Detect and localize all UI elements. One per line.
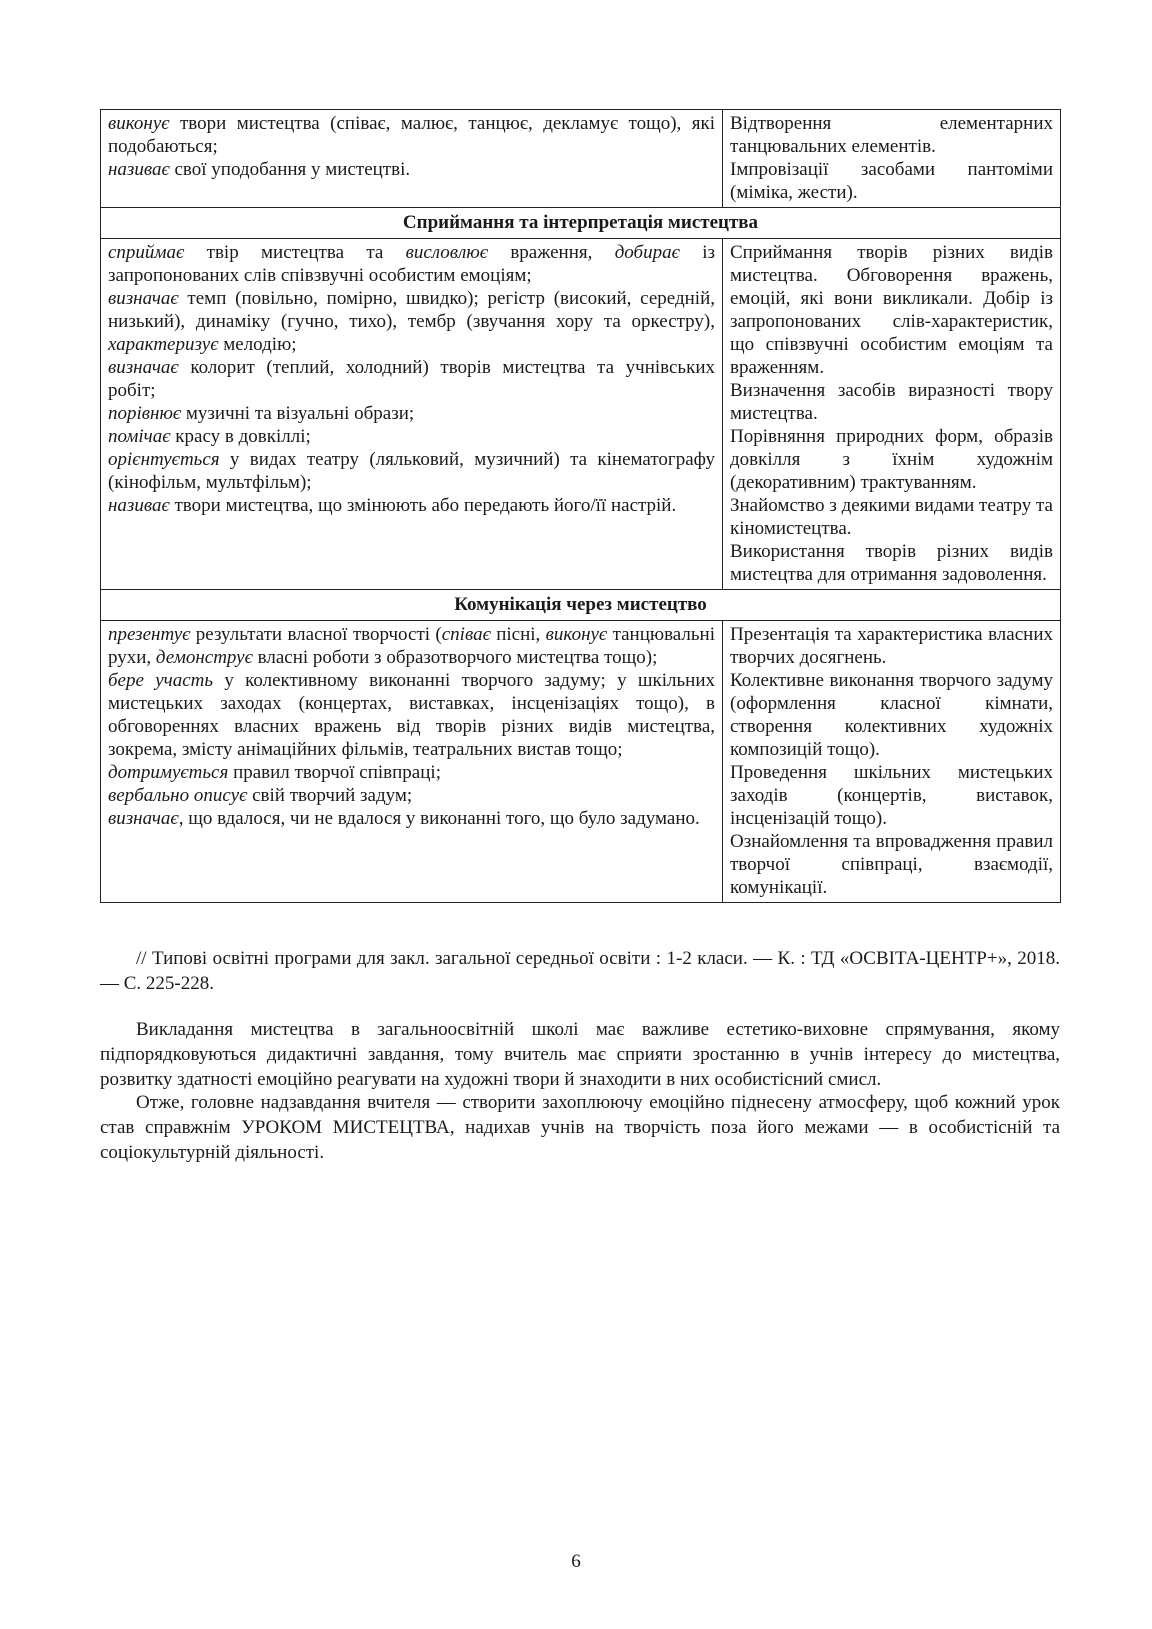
content-entry: Презентація та характеристика власних творчих досягнень.: [730, 624, 1053, 668]
outcome-entry: [108, 669, 715, 761]
outcome-verb: демонструє: [155, 647, 253, 668]
table-row-perception: [101, 239, 1061, 590]
outcome-text: результати власної творчості (: [190, 624, 442, 645]
outcome-text: музичні та візуальні образи;: [181, 403, 415, 424]
curriculum-table: [100, 109, 1061, 903]
outcome-text: свій творчий задум;: [247, 785, 413, 806]
outcome-verb: називає: [108, 159, 170, 180]
body-paragraph: Отже, головне надзавдання вчителя — створити захоплюючу емоційно піднесену атмосферу, щоб кожний урок став справжнім УРОКОМ МИСТЕЦТВА, надихав учнів на творчість поза його межами — в особистісній та соціокультурній діяльності.: [100, 1092, 1060, 1163]
outcome-entry: [108, 494, 715, 517]
outcome-verb: називає: [108, 495, 170, 516]
outcome-text: мелодію;: [218, 334, 297, 355]
outcome-text: пісні,: [490, 624, 546, 645]
content-entry: Імпровізації засобами пантоміми (міміка, жести).: [730, 159, 1053, 203]
outcome-text: із запропонованих слів співзвучні особистим емоціям;: [108, 242, 715, 286]
outcome-entry: [108, 241, 715, 287]
outcome-verb: орієнтується: [108, 449, 220, 470]
source-citation: // Типові освітні програми для закл. загальної середньої освіти : 1-2 класи. — К. : ТД «ОСВІТА-ЦЕНТР+», 2018. — С. 225-228.: [100, 948, 1060, 994]
outcome-verb: співає: [441, 624, 491, 645]
outcome-entry: [108, 623, 715, 669]
section-title-communication: Комунікація через мистецтво: [101, 590, 1061, 621]
outcome-text: власні роботи з образотворчого мистецтва тощо);: [252, 647, 658, 668]
outcome-verb: виконує: [108, 113, 170, 134]
outcome-verb: сприймає: [108, 242, 185, 263]
outcome-verb: визначає: [108, 357, 179, 378]
outcome-verb: порівнює: [108, 403, 182, 424]
learning-outcomes-cell: [101, 621, 723, 903]
outcome-text: красу в довкіллі;: [170, 426, 311, 447]
outcome-text: свої уподобання у мистецтві.: [169, 159, 411, 180]
content-entry: Порівняння природних форм, образів довкілля з їхнім художнім (декоративним) трактуванням.: [730, 426, 1053, 493]
outcome-entry: [108, 158, 715, 181]
outcome-entry: [108, 402, 715, 425]
content-entry: Знайомство з деякими видами театру та кіномистецтва.: [730, 495, 1053, 539]
outcome-text: темп (повільно, помірно, швидко); регістр (високий, середній, низький), динаміку (гучно, тихо), тембр (звучання хору та оркестру),: [108, 288, 715, 332]
content-entry: Використання творів різних видів мистецтва для отримання задоволення.: [730, 541, 1053, 585]
content-entry: Проведення шкільних мистецьких заходів (концертів, виставок, інсценізацій тощо).: [730, 762, 1053, 829]
outcome-verb: характеризує: [108, 334, 219, 355]
outcome-entry: [108, 761, 715, 784]
content-entry: Колективне виконання творчого задуму (оформлення класної кімнати, створення колективних художніх композицій тощо).: [730, 670, 1053, 760]
outcome-entry: [108, 356, 715, 402]
outcome-entry: [108, 784, 715, 807]
outcome-text: правил творчої співпраці;: [228, 762, 441, 783]
outcome-entry: [108, 448, 715, 494]
outcome-entry: [108, 425, 715, 448]
section-header-row: [101, 590, 1061, 621]
outcome-text: колорит (теплий, холодний) творів мистецтва та учнівських робіт;: [108, 357, 715, 401]
table-row-communication: [101, 621, 1061, 903]
content-entry: Відтворення елементарних танцювальних елементів.: [730, 113, 1053, 157]
table-row-activities: [101, 110, 1061, 208]
outcome-entry: [108, 807, 715, 830]
page-number: 6: [571, 1551, 581, 1572]
outcome-verb: визначає: [108, 288, 179, 309]
content-cell: [723, 239, 1061, 590]
outcome-verb: дотримується: [108, 762, 229, 783]
outcome-verb: визначає: [108, 808, 179, 829]
outcome-text: у видах театру (ляльковий, музичний) та кінематографу (кінофільм, мультфільм);: [108, 449, 715, 493]
content-entry: Визначення засобів виразності твору мистецтва.: [730, 380, 1053, 424]
content-cell: [723, 621, 1061, 903]
learning-outcomes-cell: [101, 239, 723, 590]
outcome-verb: презентує: [108, 624, 191, 645]
body-paragraph: Викладання мистецтва в загальноосвітній школі має важливе естетико-виховне спрямування, якому підпорядковуються дидактичні завдання, тому вчитель має сприяти зростанню в учнів інтересу до мистецтва, розвитку здатності емоційно реагувати на художні твори й знаходити в них особистісний смисл.: [100, 1019, 1060, 1090]
outcome-entry: [108, 112, 715, 158]
content-entry: Сприймання творів різних видів мистецтва. Обговорення вражень, емоцій, які вони викликали. Добір із запропонованих слів-характеристик, що співзвучні особистим емоціям та враженням.: [730, 242, 1053, 378]
outcome-text: твори мистецтва (співає, малює, танцює, декламує тощо), які подобаються;: [108, 113, 715, 157]
outcome-text: танцювальні рухи,: [108, 624, 715, 668]
outcome-text: враження,: [488, 242, 615, 263]
outcome-verb: вербально описує: [108, 785, 248, 806]
outcome-verb: висловлює: [405, 242, 489, 263]
outcome-verb: бере участь: [108, 670, 214, 691]
section-header-row: [101, 208, 1061, 239]
outcome-text: твір мистецтва та: [184, 242, 406, 263]
outcome-text: у колективному виконанні творчого задуму; у шкільних мистецьких заходах (концертах, виставках, інсценізаціях тощо), в обговореннях власних вражень від творів різних видів мистецтва, зокрема, змісту анімаційних фільмів, театральних вистав тощо;: [108, 670, 715, 760]
learning-outcomes-cell: [101, 110, 723, 208]
section-title-perception: Сприймання та інтерпретація мистецтва: [101, 208, 1061, 239]
outcome-text: твори мистецтва, що змінюють або передають його/її настрій.: [169, 495, 677, 516]
outcome-verb: добирає: [614, 242, 680, 263]
outcome-entry: [108, 287, 715, 356]
outcome-text: , що вдалося, чи не вдалося у виконанні того, що було задумано.: [178, 808, 700, 829]
content-cell: [723, 110, 1061, 208]
content-entry: Ознайомлення та впровадження правил творчої співпраці, взаємодії, комунікації.: [730, 831, 1053, 898]
outcome-verb: помічає: [108, 426, 171, 447]
outcome-verb: виконує: [545, 624, 608, 645]
